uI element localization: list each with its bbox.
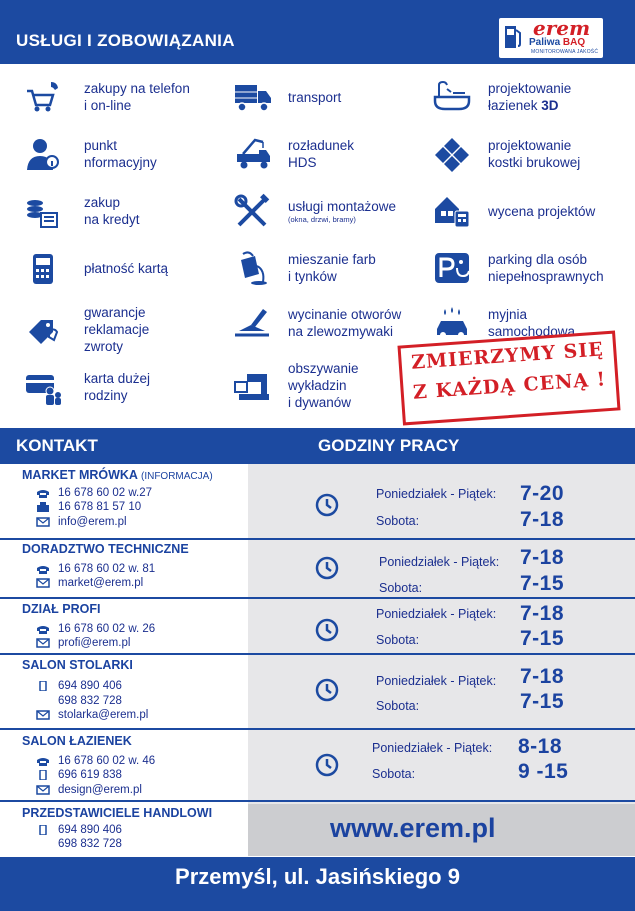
bath-icon [430,78,474,116]
clock-icon [315,618,339,642]
section-name: DZIAŁ PROFI [22,602,101,616]
contact-line [36,824,122,836]
section-name: MARKET MRÓWKA [22,468,138,482]
service-label: zakupy na telefon i on-line [84,81,190,113]
section-name: SALON ŁAZIENEK [22,734,132,748]
sewing-icon [230,367,274,405]
contact-line [36,709,148,721]
service-label: punkt nformacyjny [84,138,157,170]
service-label: transport [288,89,342,105]
phone-cart-icon [20,78,64,116]
contact-line [36,637,130,649]
saturday-hours: 7-15 [520,627,565,650]
phone-number: 694 890 406 [58,680,122,692]
contact-line [36,563,155,575]
service-item [20,304,149,355]
service-item [430,135,580,173]
phone-number: 698 832 728 [58,695,122,707]
section-name: PRZEDSTAWICIELE HANDLOWI [22,806,213,820]
contact-line [36,577,143,589]
phone-number: 16 678 60 02 w.27 [58,487,152,499]
mail-icon [36,638,50,648]
section-divider [0,653,635,655]
mail-icon [36,578,50,588]
saturday-hours: 7-18 [520,508,565,531]
contact-line [36,769,122,781]
service-label: zakup na kredyt [84,195,140,227]
phone-icon [36,488,50,498]
section-title [22,734,132,748]
contact-line [36,501,141,513]
cutting-icon [230,304,274,342]
phone-number: 16 678 60 02 w. 46 [58,755,156,767]
weekday-hours: 8-18 [518,735,563,758]
contact-line [36,623,155,635]
weekday-label: Poniedziałek - Piątek: [372,741,493,755]
phone-icon [36,756,50,766]
service-item [430,249,604,287]
weekday-label: Poniedziałek - Piątek: [376,607,497,621]
weekday-label: Poniedziałek - Piątek: [376,674,497,688]
blank-icon [36,696,50,706]
service-label: wycena projektów [488,203,596,219]
phone-number: 696 619 838 [58,769,122,781]
email-link[interactable]: design@erem.pl [58,784,142,796]
section-name: SALON STOLARKI [22,658,133,672]
email-link[interactable]: info@erem.pl [58,516,127,528]
blank-icon [36,839,50,849]
service-label: rozładunek HDS [288,138,355,170]
service-item [230,135,354,173]
service-label-bold: 3D [541,98,559,113]
mail-icon [36,517,50,527]
logo-wordmark: erem [533,16,591,40]
contact-line [36,838,122,850]
service-item [20,78,190,116]
mobile-icon [36,681,50,691]
service-item [20,192,140,230]
service-label-note: (okna, drzwi, bramy) [288,215,356,224]
mail-icon [36,785,50,795]
phone-number: 16 678 81 57 10 [58,501,142,513]
service-label: projektowanie łazienek 3D [488,81,572,113]
paving-icon [430,135,474,173]
saturday-label: Sobota: [376,699,420,713]
weekday-hours: 7-18 [520,602,565,625]
contact-line [36,755,155,767]
service-item [20,135,157,173]
card-terminal-icon [20,249,64,287]
phone-icon [36,564,50,574]
section-title [22,468,213,482]
website-link[interactable]: www.erem.pl [330,813,496,843]
fuel-pump-icon [503,22,523,50]
service-item [20,249,168,287]
mail-icon [36,710,50,720]
section-title [22,602,100,616]
phone-number: 16 678 60 02 w. 26 [58,623,156,635]
weekday-hours: 7-20 [520,482,565,505]
phone-number: 698 832 728 [58,838,122,850]
stamp-line-2: Z KAŻDĄ CENĄ ! [412,368,607,404]
price-stamp [397,330,620,425]
section-divider [0,800,635,802]
contact-line [36,516,127,528]
clock-icon [315,678,339,702]
phone-number: 694 890 406 [58,824,122,836]
clock-icon [315,556,339,580]
parking-icon [430,249,474,287]
info-person-icon [20,135,64,173]
credit-icon [20,192,64,230]
fax-icon [36,502,50,512]
service-item [430,78,571,116]
contact-line [36,680,122,692]
service-label: projektowanie kostki brukowej [488,138,581,170]
section-name: DORADZTWO TECHNICZNE [22,542,189,556]
truck-icon [230,78,274,116]
phone-number: 16 678 60 02 w. 81 [58,563,156,575]
service-label: usługi montażowe (okna, drzwi, bramy) [288,199,397,224]
contact-heading: KONTAKT [16,436,98,455]
clock-icon [315,753,339,777]
service-item [230,304,401,342]
section-divider [0,597,635,599]
weekday-label: Poniedziałek - Piątek: [376,487,497,501]
mobile-icon [36,770,50,780]
warranty-tag-icon [20,311,64,349]
service-item [430,192,595,230]
saturday-hours: 9 -15 [518,760,569,783]
logo-subtitle: MONITOROWANA JAKOŚĆ [531,49,599,55]
stamp-line-1: ZMIERZYMY SIĘ [410,338,605,374]
service-label: myjnia samochodowa [488,307,576,339]
email-link[interactable]: stolarka@erem.pl [58,709,149,721]
service-label: wycinanie otworów na zlewozmywaki [288,307,402,339]
section-divider [0,728,635,730]
section-title [22,658,133,672]
hours-heading: GODZINY PRACY [318,436,460,455]
service-label: mieszanie farb i tynków [288,252,376,284]
house-calc-icon [430,192,474,230]
service-item [230,192,396,230]
contact-line [36,784,142,796]
service-label: płatność kartą [84,260,169,276]
page-title: USŁUGI I ZOBOWIĄZANIA [16,31,235,50]
logo-paliwa: Paliwa BAQ [529,37,586,48]
saturday-label: Sobota: [376,633,420,647]
service-item [20,368,150,406]
service-label: karta dużej rodziny [84,371,151,403]
saturday-label: Sobota: [372,767,416,781]
paint-bucket-icon [230,249,274,287]
service-item [230,249,376,287]
service-item [230,360,359,411]
section-divider [0,538,635,540]
contact-line [36,695,122,707]
email-link[interactable]: market@erem.pl [58,577,144,589]
saturday-hours: 7-15 [520,572,565,595]
saturday-hours: 7-15 [520,690,565,713]
crane-truck-icon [230,135,274,173]
weekday-label: Poniedziałek - Piątek: [379,555,500,569]
section-subtitle: (INFORMACJA) [140,471,213,482]
section-title [22,542,189,556]
saturday-label: Sobota: [376,514,420,528]
mobile-icon [36,825,50,835]
service-label: gwarancje reklamacje zwroty [84,305,150,354]
service-label: parking dla osób niepełnosprawnych [488,252,604,284]
service-label: obszywanie wykładzin i dywanów [288,361,359,410]
saturday-label: Sobota: [379,581,423,595]
phone-icon [36,624,50,634]
contact-line [36,487,152,499]
service-item [230,78,341,116]
family-card-icon [20,368,64,406]
section-title [22,806,212,820]
car-wash-icon [430,304,474,342]
footer-address: Przemyśl, ul. Jasińskiego 9 [175,864,460,889]
clock-icon [315,493,339,517]
email-link[interactable]: profi@erem.pl [58,637,131,649]
weekday-hours: 7-18 [520,665,565,688]
weekday-hours: 7-18 [520,546,565,569]
tools-icon [230,192,274,230]
brand-logo [499,18,603,58]
